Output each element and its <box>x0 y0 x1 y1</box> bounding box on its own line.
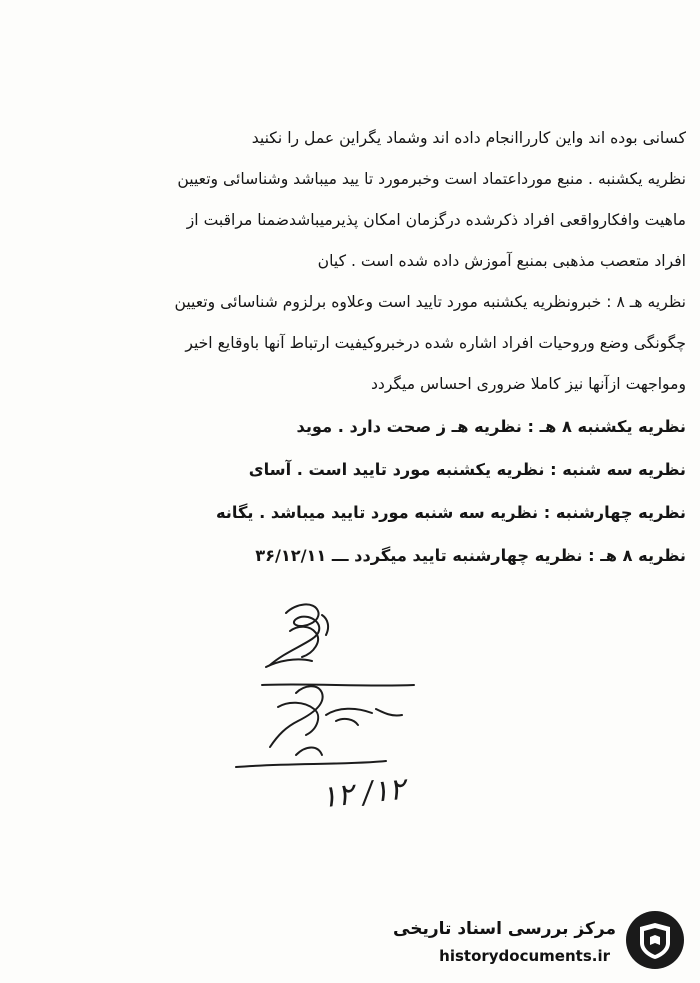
body-line-1: کسانی بوده اند واین کارراانجام داده اند وشماد یگراین عمل را نکنید <box>251 129 686 147</box>
body-line-5: نظریه هـ ۸ : خبرونظریه یکشنبه مورد تایید است وعلاوه برلزوم شناسائی وتعیین <box>174 293 686 311</box>
endorsement-line-3: نظریه چهارشنبه : نظریه سه شنبه مورد تایید میباشد . یگانه <box>215 503 686 522</box>
body-line-3: ماهیت وافکارواقعی افراد ذکرشده درگزمان امکان پذیرمیباشدضمنا مراقبت از <box>186 211 686 229</box>
body-line-2: نظریه یکشنبه . منبع مورداعتماد است وخبرمورد تا یید میباشد وشناسائی وتعیین <box>177 170 686 188</box>
handwritten-signature-block <box>226 595 426 815</box>
body-line-6: چگونگی وضع وروحیات افراد اشاره شده درخبروکیفیت ارتباط آنها باوقایع اخیر <box>185 334 686 352</box>
handwritten-date: ۱۲/ ۱۲ <box>319 771 407 816</box>
endorsement-line-4: نظریه ۸ هـ : نظریه چهارشنبه تایید میگردد ـــ ۳۶/۱۲/۱۱ <box>255 546 686 565</box>
watermark-title: مرکز بررسی اسناد تاریخی <box>393 919 616 939</box>
endorsement-line-1: نظریه یکشنبه ۸ هـ : نظریه هـ ز صحت دارد . موید <box>296 417 686 436</box>
document-body <box>11 118 686 577</box>
body-line-7: ومواجهت ازآنها نیز کاملا ضروری احساس میگردد <box>370 375 686 393</box>
body-line-4: افراد متعصب مذهبی بمنبع آموزش داده شده است . کیان <box>317 252 686 270</box>
archive-watermark <box>393 909 686 979</box>
book-shield-icon <box>624 909 686 971</box>
endorsement-line-2: نظریه سه شنبه : نظریه یکشنبه مورد تایید است . آسای <box>248 460 686 479</box>
watermark-url[interactable]: historydocuments.ir <box>439 947 610 965</box>
